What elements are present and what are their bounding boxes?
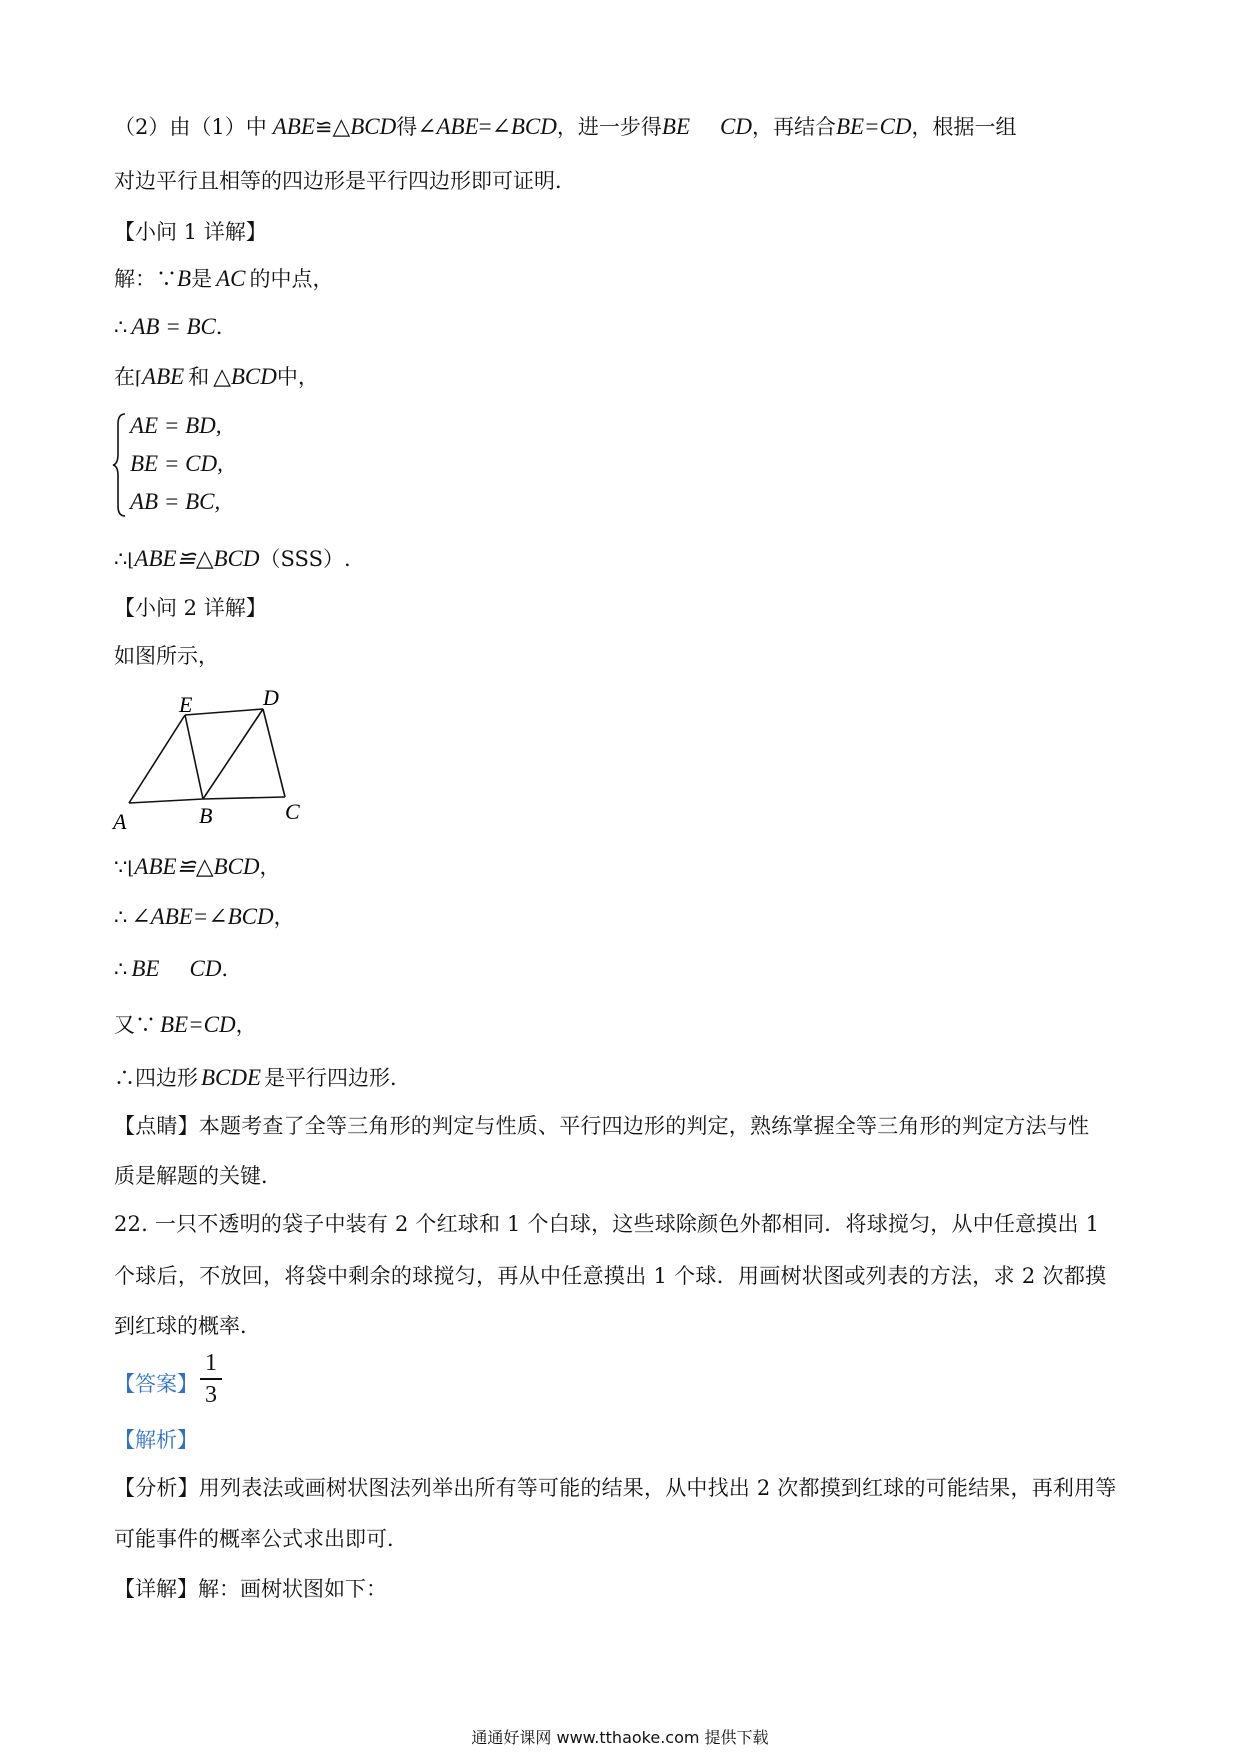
text-line-16: 质是解题的关键．	[114, 1164, 282, 1188]
equation-3: AB = BC,	[130, 489, 221, 514]
text-line-12	[114, 955, 242, 983]
label-c: C	[285, 799, 300, 824]
text-line-7: ∴⌊ABE≌△BCD（SSS）.	[114, 546, 351, 571]
math: AC	[216, 266, 246, 291]
parallelogram-figure	[105, 685, 315, 835]
math: CD	[720, 114, 752, 139]
label-a: A	[113, 809, 127, 834]
fraction-bar	[200, 1378, 222, 1380]
text: ，	[273, 905, 295, 929]
math: ∠ABE=∠BCD	[131, 904, 274, 929]
text: ∵	[114, 855, 128, 879]
detail-line: 【详解】解：画树状图如下：	[114, 1577, 387, 1601]
text: ，进一步得	[556, 115, 662, 139]
text: ，	[259, 855, 281, 879]
analysis-line-2: 可能事件的概率公式求出即可．	[114, 1527, 408, 1551]
section-heading-1: 【小问 1 详解】	[114, 220, 267, 244]
text-line-14	[114, 1064, 411, 1092]
segment-ab	[129, 799, 203, 803]
math: BE=CD	[160, 1012, 236, 1037]
math: ABE	[272, 114, 315, 139]
text: ∴	[114, 547, 128, 571]
math: ≌△BCD	[176, 854, 260, 879]
text-line-9: 如图所示，	[114, 644, 219, 668]
text: 得	[396, 115, 418, 139]
text: 解：∵	[114, 267, 177, 291]
text: 又∵	[114, 1013, 156, 1037]
math: B	[177, 266, 192, 291]
math: CD	[189, 956, 222, 981]
label-e: E	[179, 692, 193, 717]
brace-icon	[112, 412, 128, 518]
text: （SSS）.	[259, 547, 351, 571]
math: ≌△BCD	[176, 546, 260, 571]
segment-eb	[185, 715, 203, 799]
text-line-1	[114, 113, 1017, 141]
text-line-6: 在⌈ABE 和 △BCD中，	[114, 364, 319, 389]
text: ∴四边形	[114, 1066, 198, 1090]
fraction-denominator: 3	[205, 1381, 217, 1408]
text-line-2: 对边平行且相等的四边形是平行四边形即可证明．	[114, 169, 576, 193]
math: BE	[131, 956, 160, 981]
segment-ed	[185, 709, 263, 715]
math: BE=CD	[835, 114, 912, 139]
math: ABE	[134, 546, 177, 571]
analysis-line-1: 【分析】用列表法或画树状图法列举出所有等可能的结果，从中找出 2 次都摸到红球的可能结果，再利用等	[114, 1476, 1117, 1500]
text: 在	[114, 365, 135, 389]
label-d: D	[263, 685, 279, 710]
answer-label: 【答案】	[114, 1372, 198, 1396]
math: ABE	[142, 364, 185, 389]
fraction-numerator: 1	[205, 1350, 217, 1376]
text-line-15: 【点睛】本题考查了全等三角形的判定与性质、平行四边形的判定，熟练掌握全等三角形的判定方法与性	[114, 1114, 1090, 1138]
text: 是平行四边形．	[264, 1066, 412, 1090]
text-line-5	[114, 313, 237, 341]
math: AB = BC	[131, 314, 216, 339]
math: ∠BCD	[491, 114, 557, 139]
question-22-line-1: 22. 一只不透明的袋子中装有 2 个红球和 1 个白球，这些球除颜色外都相同．将球搅匀，从中任意摸出 1	[114, 1212, 1100, 1236]
math: =	[478, 114, 492, 139]
text: 和	[188, 365, 210, 389]
text: 中，	[276, 365, 319, 389]
text: （2）由（1）中	[114, 115, 267, 139]
text: ．	[221, 957, 243, 981]
text-line-11	[114, 903, 295, 931]
text-line-4	[114, 265, 333, 293]
equation-2: BE = CD,	[130, 451, 223, 476]
segment-dc	[263, 709, 285, 797]
text: ，根据一组	[911, 115, 1017, 139]
equation-1: AE = BD,	[130, 413, 222, 438]
math: ABE	[134, 854, 177, 879]
text: ，	[235, 1013, 257, 1037]
section-heading-2: 【小问 2 详解】	[114, 596, 267, 620]
math: △BCD	[213, 364, 277, 389]
question-22-line-2: 个球后，不放回，将袋中剩余的球搅匀，再从中任意摸出 1 个球．用画树状图或列表的方法，求 2 次都摸	[114, 1264, 1107, 1288]
math: △BCD	[332, 114, 397, 139]
segment-ae	[129, 715, 185, 803]
text: ∴	[114, 315, 128, 339]
text: 是	[191, 267, 213, 291]
math: BCDE	[201, 1065, 262, 1090]
segment-bc	[203, 797, 285, 799]
text: ∴	[114, 905, 128, 929]
text: ≌	[314, 115, 333, 139]
analysis-label: 【解析】	[114, 1428, 198, 1452]
answer-fraction	[200, 1350, 222, 1408]
label-b: B	[199, 803, 213, 828]
segment-bd	[203, 709, 263, 799]
text-line-13	[114, 1011, 257, 1039]
text: ∴	[114, 957, 128, 981]
math: BE	[661, 114, 690, 139]
text: ．	[215, 315, 237, 339]
text: 的中点，	[249, 267, 334, 291]
text: ，再结合	[751, 115, 836, 139]
question-22-line-3: 到红球的概率．	[114, 1314, 261, 1338]
page-footer: 通通好课网 www.tthaoke.com 提供下载	[471, 1728, 769, 1747]
math: ∠ABE	[417, 114, 479, 139]
text-line-10: ∵⌊ABE≌△BCD，	[114, 854, 281, 879]
